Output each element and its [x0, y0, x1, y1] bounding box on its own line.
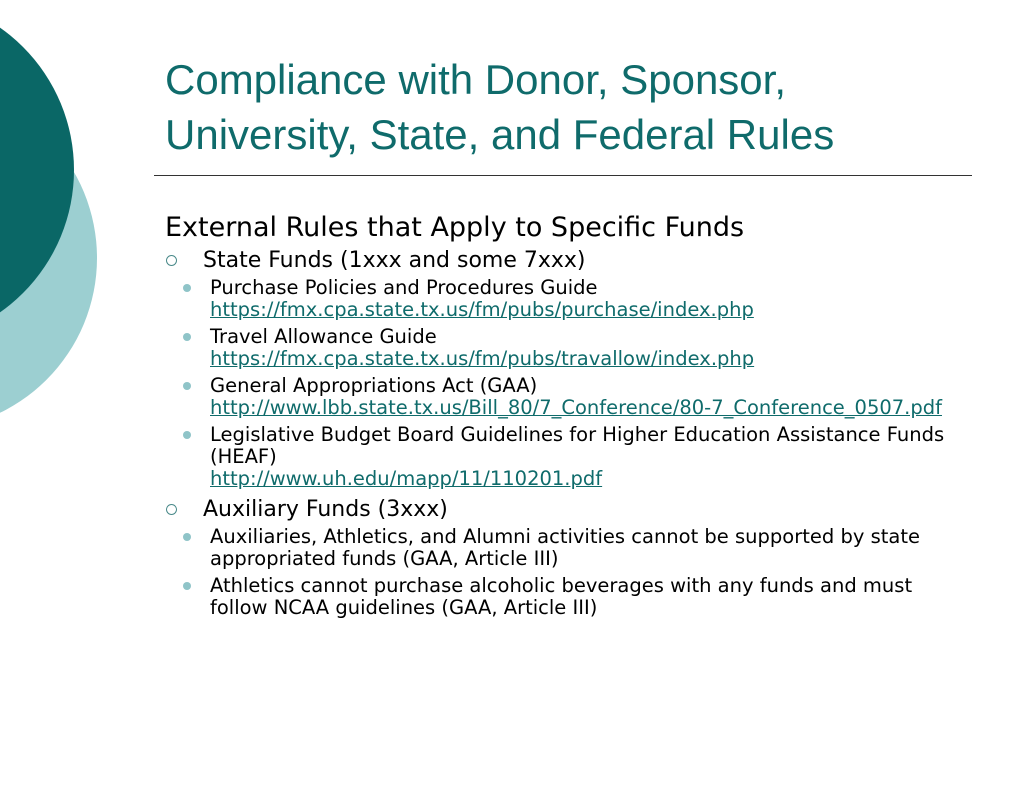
state-funds-list	[165, 277, 955, 490]
dot-bullet-icon	[183, 431, 191, 439]
title-divider	[154, 175, 972, 176]
item-text: Auxiliaries, Athletics, and Alumni activities cannot be supported by state appropriated funds (GAA, Article III)	[210, 525, 920, 570]
list-item	[165, 526, 955, 570]
travel-guide-link[interactable]: https://fmx.cpa.state.tx.us/fm/pubs/travallow/index.php	[210, 347, 755, 370]
slide-title: Compliance with Donor, Sponsor, University, State, and Federal Rules	[165, 56, 835, 158]
gaa-link[interactable]: http://www.lbb.state.tx.us/Bill_80/7_Conference/80-7_Conference_0507.pdf	[210, 396, 942, 419]
heaf-link[interactable]: http://www.uh.edu/mapp/11/110201.pdf	[210, 467, 603, 490]
item-text: General Appropriations Act (GAA)	[210, 374, 538, 397]
list-item	[165, 326, 955, 370]
item-text: Legislative Budget Board Guidelines for Higher Education Assistance Funds (HEAF)	[210, 423, 945, 468]
section-heading: External Rules that Apply to Specific Funds	[165, 212, 745, 243]
dot-bullet-icon	[183, 382, 191, 390]
dot-bullet-icon	[183, 284, 191, 292]
hollow-circle-bullet-icon	[166, 504, 177, 515]
auxiliary-funds-list	[165, 526, 955, 619]
list-item	[165, 375, 955, 419]
list-item	[165, 575, 955, 619]
list-item	[165, 277, 955, 321]
dot-bullet-icon	[183, 582, 191, 590]
bullet-label: State Funds (1xxx and some 7xxx)	[203, 248, 586, 273]
decorative-circles	[0, 0, 110, 430]
hollow-circle-bullet-icon	[166, 255, 177, 266]
bullet-auxiliary-funds	[165, 495, 955, 524]
item-text: Travel Allowance Guide	[210, 325, 437, 348]
bullet-label: Auxiliary Funds (3xxx)	[203, 497, 448, 522]
bullet-state-funds	[165, 246, 955, 275]
item-text: Athletics cannot purchase alcoholic beverages with any funds and must follow NCAA guidelines (GAA, Article III)	[210, 574, 913, 619]
item-text: Purchase Policies and Procedures Guide	[210, 276, 598, 299]
dot-bullet-icon	[183, 533, 191, 541]
slide-body	[165, 210, 955, 624]
dot-bullet-icon	[183, 333, 191, 341]
list-item	[165, 424, 955, 490]
purchase-guide-link[interactable]: https://fmx.cpa.state.tx.us/fm/pubs/purchase/index.php	[210, 298, 754, 321]
